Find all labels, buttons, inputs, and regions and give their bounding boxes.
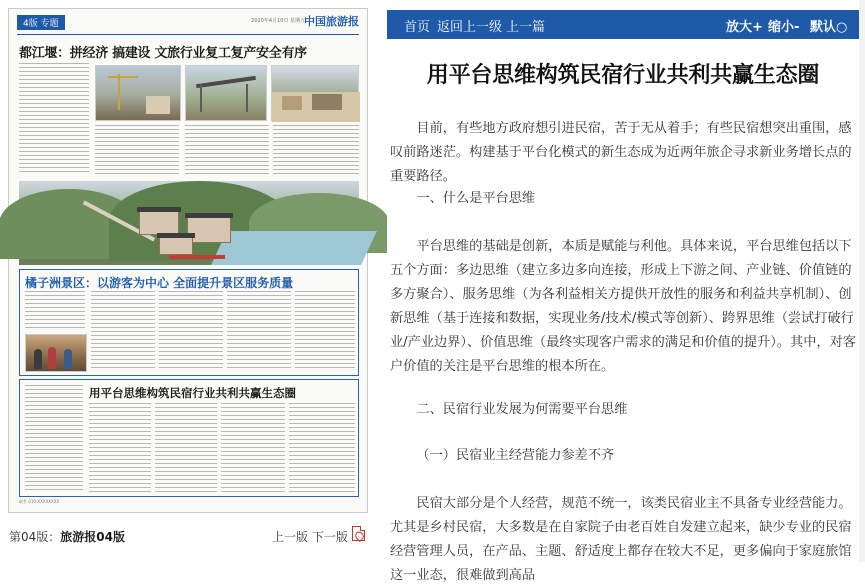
- photo-pavilion: [185, 65, 267, 121]
- text-column[interactable]: [91, 291, 155, 371]
- subsection-heading: （一）民宿业主经营能力参差不齐: [416, 448, 615, 463]
- article-paragraph: 目前，有些地方政府想引进民宿，苦于无从着手；有些民宿想突出重围，感叹前路迷茫。构建基于平台化模式的新生态成为近两年旅企寻求新业务增长点的重要路径。: [390, 121, 852, 184]
- text-column[interactable]: [25, 385, 83, 493]
- text-column[interactable]: [89, 403, 151, 493]
- edition-badge: 4版 专题: [17, 15, 65, 30]
- zoom-in-button[interactable]: 放大+: [726, 20, 763, 35]
- text-column[interactable]: [19, 63, 89, 175]
- text-column[interactable]: [221, 403, 285, 493]
- back-link[interactable]: 返回上一级: [437, 20, 503, 35]
- header-rule: [17, 34, 359, 35]
- newspaper-page-thumbnail[interactable]: [8, 8, 368, 513]
- scrollbar[interactable]: [859, 0, 865, 562]
- newspaper-panel: [0, 0, 380, 562]
- article-paragraph: 平台思维的基础是创新，本质是赋能与利他。具体来说，平台思维包括以下五个方面：多边思维（建立多边多向连接，形成上下游之间、产业链、价值链的多方聚合）、服务思维（为各利益相关方提供开放性的服务和利益共享机制）、创新思维（基于连接和数据，实现业务/技术/模式等创新）、跨界思维（尝试打破行业/产业边界）、价值思维（最终实现客户需求的满足和价值的提升）。其中，对客户价值的关注是平台思维的根本所在。: [390, 239, 856, 374]
- article-area-juzizhou[interactable]: 橘子洲景区：以游客为中心 全面提升景区服务质量: [25, 276, 294, 290]
- default-size-button[interactable]: 默认○: [810, 20, 848, 35]
- text-column[interactable]: [185, 125, 269, 177]
- edition-prefix: 第04版：: [9, 530, 61, 544]
- article-area-dujiangyan[interactable]: 都江堰：拼经济 搞建设 文旅行业复工复产安全有序: [19, 46, 307, 61]
- pdf-icon[interactable]: [352, 526, 365, 541]
- zoom-out-button[interactable]: 缩小-: [768, 20, 800, 35]
- article-area-minsu[interactable]: 用平台思维构筑民宿行业共利共赢生态圈: [89, 386, 296, 400]
- edition-bar: [0, 520, 380, 550]
- paper-footer: 联系 010-XXXXXXXX: [19, 499, 60, 504]
- page-pager: [272, 528, 348, 545]
- article-toolbar: [387, 10, 859, 39]
- text-column[interactable]: [273, 125, 359, 177]
- article-title: 用平台思维构筑民宿行业共利共赢生态圈: [426, 63, 820, 88]
- next-page-link[interactable]: 下一版: [311, 530, 348, 544]
- text-column[interactable]: [227, 291, 291, 371]
- article-paragraph: 民宿大部分是个人经营，规范不统一，该类民宿业主不具备专业经营能力。尤其是乡村民宿，大多数是在自家院子由老百姓自发建立起来，缺少专业的民宿经营管理人员，在产品、主题、舒适度上都存在较大不足，更多偏向于家庭旅馆这一业态，很难做到高品: [390, 496, 852, 583]
- text-column[interactable]: [295, 291, 355, 371]
- edition-link[interactable]: 旅游报04版: [60, 530, 125, 544]
- photo-mountains: [271, 65, 359, 121]
- paper-date: 2020年4月10日 星期五: [251, 18, 305, 24]
- prev-page-link[interactable]: 上一版: [272, 530, 309, 544]
- text-column[interactable]: [155, 403, 217, 493]
- section-heading: 一、什么是平台思维: [416, 191, 536, 206]
- article-panel: [387, 0, 859, 583]
- prev-article-link[interactable]: 上一篇: [506, 20, 546, 35]
- text-column[interactable]: [159, 291, 223, 371]
- edition-label: [9, 528, 125, 545]
- text-column[interactable]: [289, 403, 355, 493]
- section-heading: 二、民宿行业发展为何需要平台思维: [416, 402, 628, 417]
- photo-visitors: [25, 334, 87, 372]
- photo-construction: [95, 65, 181, 121]
- text-column[interactable]: [25, 291, 85, 331]
- text-column[interactable]: [95, 125, 179, 177]
- paper-logo: 中国旅游报: [304, 15, 359, 28]
- photo-resort-landscape: [19, 181, 359, 265]
- home-link[interactable]: 首页: [404, 20, 431, 35]
